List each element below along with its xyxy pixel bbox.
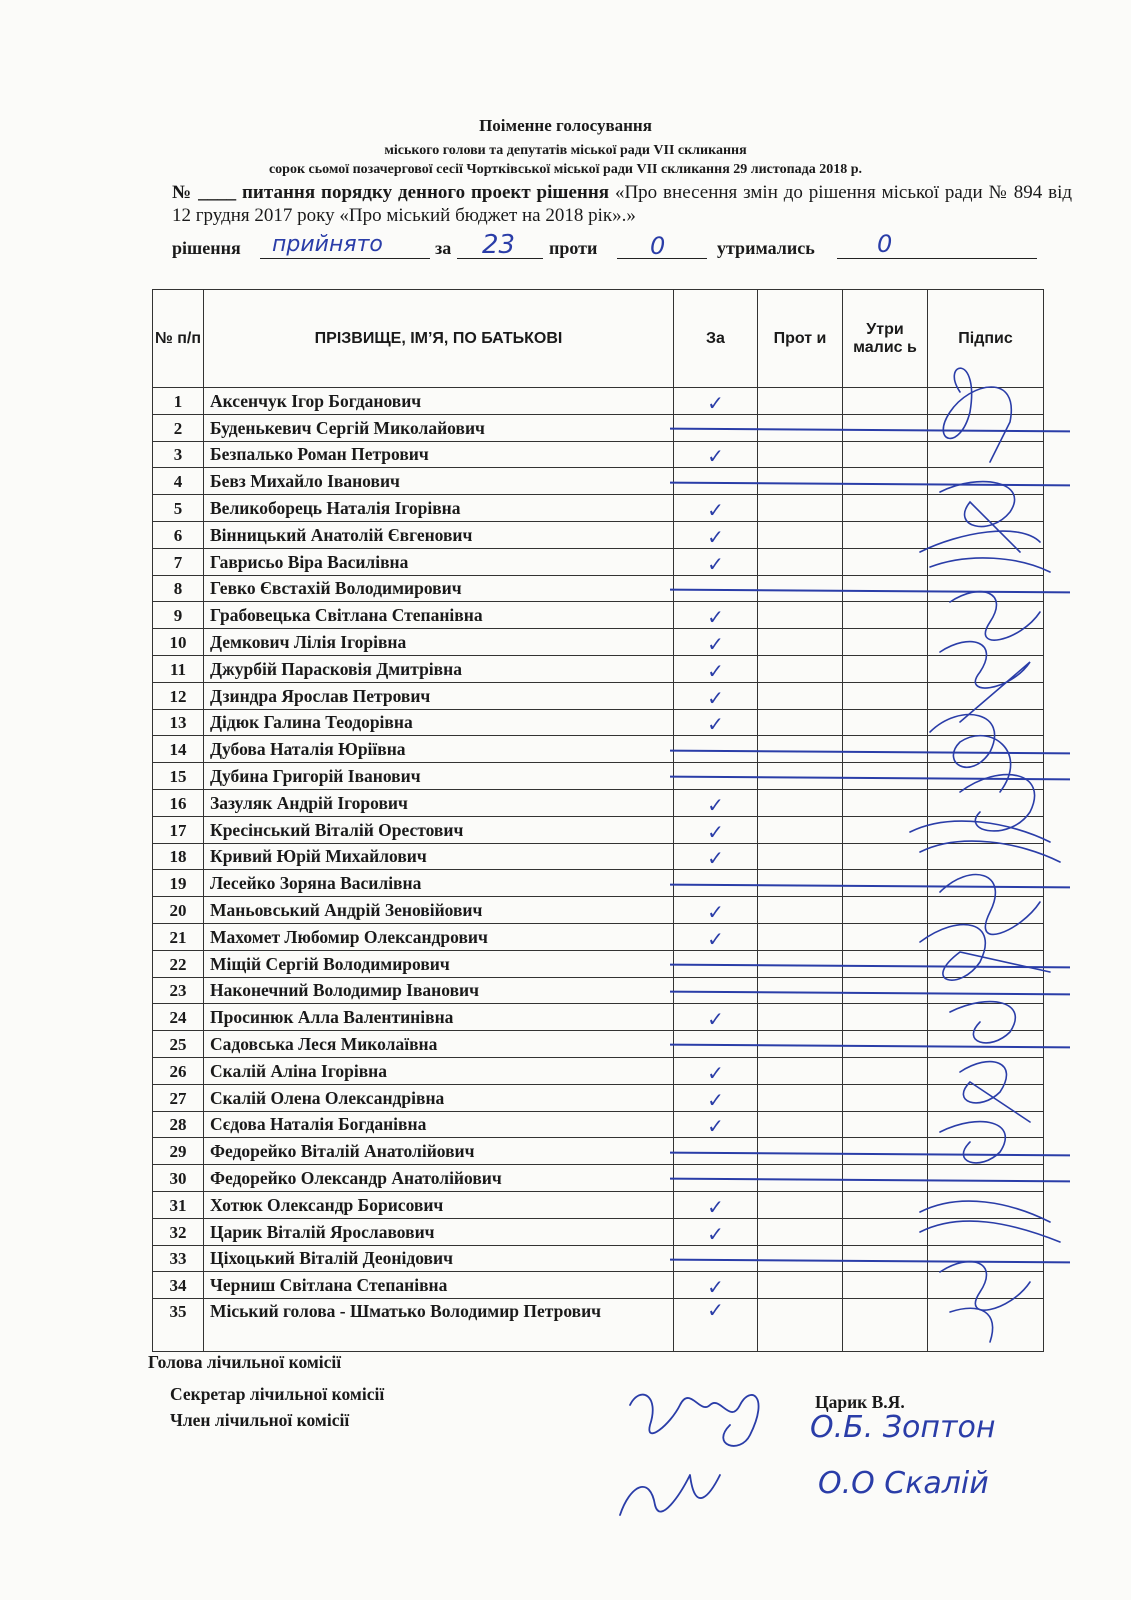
member-name: Міщій Сергій Володимирович (204, 950, 674, 977)
header-abstain: Утри малис ь (843, 290, 928, 388)
against-label: проти (549, 238, 598, 258)
member-name: Хотюк Олександр Борисович (204, 1191, 674, 1218)
vote-for-cell: ✓ (674, 441, 758, 468)
vote-against-cell (758, 843, 843, 870)
member-name: Міський голова - Шматько Володимир Петрович (204, 1299, 674, 1352)
vote-against-cell (758, 1084, 843, 1111)
question-text: «Про внесення змін до рішення міської ради № 894 від 12 грудня 2017 року «Про міський бюджет на 2018 рік».» (172, 182, 1073, 226)
member-name: Грабовецька Світлана Степанівна (204, 602, 674, 629)
member-name: Зазуляк Андрій Ігорович (204, 789, 674, 816)
vote-for-cell: ✓ (674, 923, 758, 950)
row-number: 28 (153, 1111, 204, 1138)
vote-for-cell: ✓ (674, 789, 758, 816)
signature-stroke (620, 1475, 720, 1515)
document-subtitle-2: сорок сьомої позачергової сесії Чортківської міської ради VII скликання 29 листопада 2018 р. (268, 162, 863, 177)
vote-for-cell: ✓ (674, 388, 758, 415)
vote-for-cell: ✓ (674, 495, 758, 522)
member-name: Просинюк Алла Валентинівна (204, 1004, 674, 1031)
vote-against-cell (758, 1057, 843, 1084)
row-number: 6 (153, 521, 204, 548)
document-subtitle-1: міського голови та депутатів міської ради VII скликання (384, 143, 747, 158)
row-number: 15 (153, 763, 204, 790)
header-against: Прот и (758, 290, 843, 388)
vote-for-cell: ✓ (674, 1272, 758, 1299)
vote-for-cell: ✓ (674, 1111, 758, 1138)
vote-for-cell: ✓ (674, 548, 758, 575)
row-number: 8 (153, 575, 204, 602)
vote-against-cell (758, 1299, 843, 1352)
abstain-count: 0 (877, 230, 893, 258)
vote-against-cell (758, 655, 843, 682)
for-count: 23 (482, 230, 516, 260)
member-name: Дзиндра Ярослав Петрович (204, 682, 674, 709)
row-number: 30 (153, 1165, 204, 1192)
row-number: 27 (153, 1084, 204, 1111)
signature-stroke (950, 1002, 1015, 1043)
vote-for-cell: ✓ (674, 1191, 758, 1218)
vote-against-cell (758, 495, 843, 522)
member-name: Бевз Михайло Іванович (204, 468, 674, 495)
commission-signatures (600, 1365, 840, 1535)
member-name: Вінницький Анатолій Євгенович (204, 521, 674, 548)
row-number: 24 (153, 1004, 204, 1031)
member-name: Дубина Григорій Іванович (204, 763, 674, 790)
member-name: Дідюк Галина Теодорівна (204, 709, 674, 736)
member-name: Джурбій Парасковія Дмитрівна (204, 655, 674, 682)
row-number: 5 (153, 495, 204, 522)
row-number: 12 (153, 682, 204, 709)
member-name: Кресінський Віталій Орестович (204, 816, 674, 843)
vote-for-cell: ✓ (674, 816, 758, 843)
member-handwritten-name: О.О Скалій (818, 1466, 989, 1501)
against-count: 0 (650, 232, 666, 260)
abstain-underline (837, 258, 1037, 259)
signature-stroke (960, 1062, 1030, 1122)
vote-against-cell (758, 682, 843, 709)
row-number: 32 (153, 1218, 204, 1245)
chair-label: Голова лічильної комісії (148, 1352, 342, 1372)
member-name: Дубова Наталія Юріївна (204, 736, 674, 763)
vote-against-cell (758, 1218, 843, 1245)
vote-for-cell: ✓ (674, 629, 758, 656)
member-name: Скалій Аліна Ігорівна (204, 1057, 674, 1084)
document-title: Поіменне голосування (479, 116, 652, 135)
row-number: 1 (153, 388, 204, 415)
for-label: за (435, 238, 452, 258)
signature-column (900, 352, 1070, 1362)
signature-stroke (920, 925, 1050, 981)
member-name: Лесейко Зоряна Василівна (204, 870, 674, 897)
vote-for-cell: ✓ (674, 1218, 758, 1245)
row-number: 2 (153, 414, 204, 441)
row-number: 16 (153, 789, 204, 816)
decision-underline (260, 258, 430, 259)
agenda-question (172, 181, 1072, 227)
chair-name: Царик В.Я. (815, 1392, 905, 1412)
member-name: Демкович Лілія Ігорівна (204, 629, 674, 656)
member-name: Скалій Олена Олександрівна (204, 1084, 674, 1111)
member-name: Царик Віталій Ярославович (204, 1218, 674, 1245)
row-number: 23 (153, 977, 204, 1004)
vote-for-cell: ✓ (674, 1004, 758, 1031)
vote-for-cell: ✓ (674, 682, 758, 709)
abstain-label: утримались (717, 238, 815, 258)
member-name: Гевко Євстахій Володимирович (204, 575, 674, 602)
member-name: Великоборець Наталія Ігорівна (204, 495, 674, 522)
member-name: Кривий Юрій Михайлович (204, 843, 674, 870)
signature-stroke (960, 775, 1035, 831)
vote-for-cell: ✓ (674, 1084, 758, 1111)
row-number: 10 (153, 629, 204, 656)
question-prefix: № ____ питання порядку денного проект рішення (172, 182, 610, 203)
vote-against-cell (758, 870, 843, 897)
vote-against-cell (758, 1272, 843, 1299)
vote-against-cell (758, 923, 843, 950)
row-number: 17 (153, 816, 204, 843)
member-name: Ціхоцький Віталій Деонідович (204, 1245, 674, 1272)
row-number: 26 (153, 1057, 204, 1084)
row-number: 3 (153, 441, 204, 468)
vote-against-cell (758, 1004, 843, 1031)
signature-stroke (920, 531, 1050, 572)
decision-line (172, 230, 1072, 268)
vote-against-cell (758, 709, 843, 736)
decision-label: рішення (172, 238, 241, 258)
member-name: Гаврисьо Віра Василівна (204, 548, 674, 575)
signature-stroke (920, 1201, 1060, 1242)
member-name: Безпалько Роман Петрович (204, 441, 674, 468)
member-name: Садовська Леся Миколаївна (204, 1031, 674, 1058)
vote-for-cell: ✓ (674, 1299, 758, 1352)
signature-stroke (630, 1395, 759, 1446)
signature-stroke (950, 1308, 993, 1342)
row-number: 11 (153, 655, 204, 682)
vote-against-cell (758, 602, 843, 629)
header-for: За (674, 290, 758, 388)
vote-against-cell (758, 1138, 843, 1165)
row-number: 34 (153, 1272, 204, 1299)
vote-against-cell (758, 388, 843, 415)
vote-against-cell (758, 789, 843, 816)
row-number: 25 (153, 1031, 204, 1058)
row-number: 20 (153, 897, 204, 924)
vote-for-cell: ✓ (674, 655, 758, 682)
secretary-handwritten-name: О.Б. Зоптон (810, 1410, 996, 1445)
member-name: Аксенчук Ігор Богданович (204, 388, 674, 415)
row-number: 19 (153, 870, 204, 897)
vote-against-cell (758, 736, 843, 763)
vote-for-cell: ✓ (674, 521, 758, 548)
row-number: 14 (153, 736, 204, 763)
row-number: 35 (153, 1299, 204, 1352)
row-number: 13 (153, 709, 204, 736)
member-name: Маньовський Андрій Зеновійович (204, 897, 674, 924)
vote-for-cell: ✓ (674, 897, 758, 924)
row-number: 31 (153, 1191, 204, 1218)
row-number: 9 (153, 602, 204, 629)
signature-stroke (940, 642, 1030, 722)
vote-against-cell (758, 897, 843, 924)
vote-for-cell: ✓ (674, 1057, 758, 1084)
row-number: 29 (153, 1138, 204, 1165)
member-name: Наконечний Володимир Іванович (204, 977, 674, 1004)
header-signature: Підпис (928, 290, 1044, 388)
signature-stroke (940, 482, 1020, 552)
row-number: 7 (153, 548, 204, 575)
vote-against-cell (758, 521, 843, 548)
signature-stroke (943, 368, 1011, 462)
member-name: Черниш Світлана Степанівна (204, 1272, 674, 1299)
vote-for-cell: ✓ (674, 843, 758, 870)
row-number: 4 (153, 468, 204, 495)
secretary-label: Секретар лічильної комісії (170, 1384, 385, 1404)
vote-against-cell (758, 441, 843, 468)
row-number: 22 (153, 950, 204, 977)
vote-for-cell: ✓ (674, 709, 758, 736)
signature-stroke (940, 1122, 1005, 1163)
member-label: Член лічильної комісії (170, 1410, 350, 1430)
row-number: 18 (153, 843, 204, 870)
signature-stroke (950, 592, 1040, 641)
header-name: ПРІЗВИЩЕ, ІМ’Я, ПО БАТЬКОВІ (204, 290, 674, 388)
vote-against-cell (758, 816, 843, 843)
member-name: Федорейко Віталій Анатолійович (204, 1138, 674, 1165)
member-name: Федорейко Олександр Анатолійович (204, 1165, 674, 1192)
row-number: 21 (153, 923, 204, 950)
member-name: Буденькевич Сергій Миколайович (204, 414, 674, 441)
vote-against-cell (758, 548, 843, 575)
decision-value: прийнято (272, 232, 383, 257)
row-number: 33 (153, 1245, 204, 1272)
vote-against-cell (758, 468, 843, 495)
signature-stroke (930, 715, 1011, 792)
member-name: Сєдова Наталія Богданівна (204, 1111, 674, 1138)
signature-stroke (910, 821, 1060, 862)
vote-against-cell (758, 1191, 843, 1218)
vote-against-cell (758, 629, 843, 656)
vote-for-cell: ✓ (674, 602, 758, 629)
header-num: № п/п (153, 290, 204, 388)
signature-stroke (940, 1262, 1030, 1311)
vote-against-cell (758, 1111, 843, 1138)
member-name: Махомет Любомир Олександрович (204, 923, 674, 950)
